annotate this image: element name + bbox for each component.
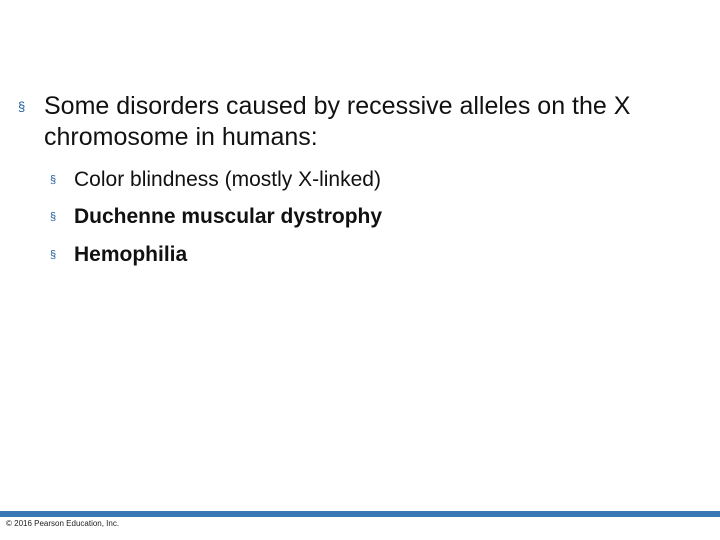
main-bullet-item [18,90,688,153]
sub-bullet-item [50,238,187,272]
sub-bullet-text: Hemophilia [74,243,188,266]
footer-divider [0,511,720,517]
bullet-icon: § [50,174,57,186]
bullet-icon: § [18,99,26,114]
copyright-footer: © 2016 Pearson Education, Inc. [6,519,120,528]
bullet-icon: § [50,249,57,261]
sub-bullet-item [50,200,382,234]
bullet-icon: § [50,211,57,223]
sub-bullet-text: Duchenne muscular dystrophy [74,205,383,228]
sub-bullet-text: Color blindness (mostly X-linked) [74,168,381,191]
main-bullet-text: Some disorders caused by recessive alleles on the X chromosome in humans: [44,92,631,151]
sub-bullet-item [50,163,381,197]
